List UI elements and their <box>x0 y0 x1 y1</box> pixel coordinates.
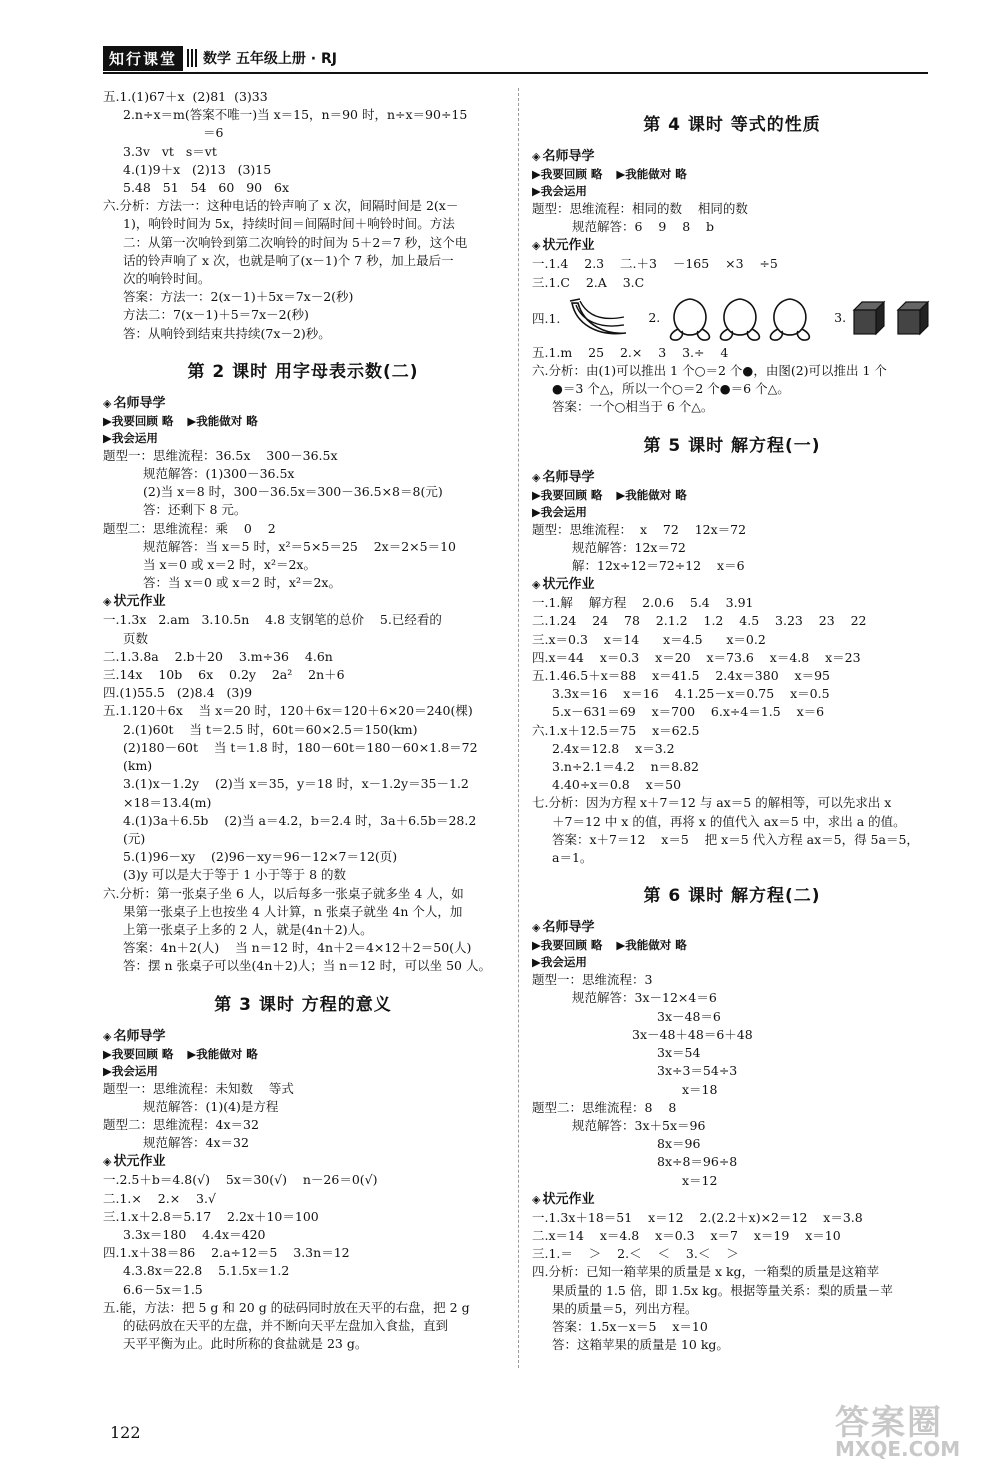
answer-line: 果的质量＝5，列出方程。 <box>552 1300 698 1316</box>
answer-line: 答案：方法一：2(x－1)＋5x＝7x－2(秒) <box>123 289 354 305</box>
figure-row <box>532 292 932 344</box>
page-number: 122 <box>110 1423 141 1442</box>
answer-line: 一.1.4 2.3 二.＋3 －165 ×3 ÷5 <box>532 256 778 272</box>
answer-line: 二：从第一次响铃到第二次响铃的时间为 5＋2＝7 秒，这个电 <box>123 234 468 250</box>
answer-line: 当 x＝0 或 x＝2 时，x²＝2x。 <box>143 557 316 573</box>
answer-line: 天平平衡为止。此时所称的食盐就是 23 g。 <box>123 1336 368 1352</box>
answer-line: 题型一：思维流程：3 <box>532 972 653 988</box>
answer-line: 五.1.120＋6x 当 x＝20 时，120＋6x＝120＋6×20＝240(棵) <box>103 703 473 719</box>
equation-step: 3x÷3＝54÷3 <box>657 1063 738 1079</box>
answer-line: 答：摆 n 张桌子可以坐(4n＋2)人；当 n＝12 时，可以坐 50 人。 <box>123 958 491 974</box>
answer-line: 题型二：思维流程：4x＝32 <box>103 1116 259 1132</box>
answer-line: 五.1.(1)67＋x (2)81 (3)33 <box>103 89 268 104</box>
review-row: ▶我要回顾 略 ▶我能做对 略 <box>103 413 258 428</box>
answer-line: 5.(1)96－xy (2)96－xy＝96－12×7＝12(页) <box>123 849 398 865</box>
answer-line: 四.1.x＋38＝86 2.a÷12＝5 3.3n＝12 <box>103 1245 350 1261</box>
answer-line: 5.48 51 54 60 90 6x <box>123 180 290 196</box>
answer-line: 规范解答：12x＝72 <box>572 539 686 555</box>
answer-line: 一.1.3x＋18＝51 x＝12 2.(2.2＋x)×2＝12 x＝3.8 <box>532 1209 863 1225</box>
guide-heading: ◈ 名师导学 <box>532 920 595 936</box>
answer-line: 页数 <box>123 630 149 646</box>
answer-line: 四.(1)55.5 (2)8.4 (3)9 <box>103 685 253 701</box>
answer-line: 三.1.C 2.A 3.C <box>532 274 645 290</box>
answer-line: ＋7＝12 中 x 的值，再将 x 的值代入 ax＝5 中，求出 a 的值。 <box>552 813 906 829</box>
answer-line: 规范解答：4x＝32 <box>143 1135 249 1151</box>
answer-line: 题型二：思维流程：8 8 <box>532 1099 677 1115</box>
right-column <box>532 88 932 1354</box>
answer-line: 二.x＝14 x＝4.8 x＝0.3 x＝7 x＝19 x＝10 <box>532 1227 841 1243</box>
homework-heading: ◈ 状元作业 <box>532 1191 595 1207</box>
watermark <box>835 1395 961 1461</box>
answer-line: 三.14x 10b 6x 0.2y 2a² 2n＋6 <box>103 667 345 683</box>
answer-line: 解：12x÷12＝72÷12 x＝6 <box>572 558 745 574</box>
answer-line: 题型二：思维流程：乘 0 2 <box>103 520 276 536</box>
answer-line: 题型：思维流程：相同的数 相同的数 <box>532 201 748 216</box>
page-header <box>103 46 337 70</box>
answer-line: 三.1.x＋2.8＝5.17 2.2x＋10＝100 <box>103 1208 319 1224</box>
answer-line: 3.n÷2.1＝4.2 n＝8.82 <box>552 759 699 775</box>
answer-line: 四.分析：已知一箱苹果的质量是 x kg，一箱梨的质量是这箱苹 <box>532 1264 880 1280</box>
answer-line: 二.1.24 24 78 2.1.2 1.2 4.5 3.23 23 22 <box>532 613 867 629</box>
lesson6-title: 第 6 课时 解方程(二) <box>643 886 821 907</box>
answer-line: 1)，响铃时间为 5x，持续时间＝间隔时间＋响铃时间。方法 <box>123 216 455 232</box>
apply-row: ▶我会运用 <box>103 430 158 445</box>
answer-line: 果质量的 1.5 倍，即 1.5x kg。根据等量关系：梨的质量－苹 <box>552 1282 893 1298</box>
answer-line: 4.3.8x＝22.8 5.1.5x＝1.2 <box>123 1263 290 1279</box>
answer-line: 规范解答：(1)(4)是方程 <box>143 1098 279 1114</box>
answer-line: 上第一张桌子上多的 2 人，就是(4n＋2)人。 <box>123 921 373 937</box>
answer-line: 2.n÷x＝m(答案不唯一)当 x＝15，n＝90 时，n÷x＝90÷15 <box>123 107 468 123</box>
peach-icon <box>666 293 816 343</box>
lesson5-title: 第 5 课时 解方程(一) <box>643 435 821 456</box>
answer-line: (km) <box>123 758 153 774</box>
answer-line: 题型一：思维流程：36.5x 300－36.5x <box>103 447 338 463</box>
fig-label: 四.1. <box>532 310 561 326</box>
watermark-logo: 答案圈 <box>835 1403 943 1443</box>
answer-line: 2.(1)60t 当 t＝2.5 时，60t＝60×2.5＝150(km) <box>123 721 418 737</box>
answer-line: 3.3x＝16 x＝16 4.1.25－x＝0.75 x＝0.5 <box>552 686 830 702</box>
answer-line: 题型：思维流程： x 72 12x＝72 <box>532 521 747 537</box>
answer-line: 答：当 x＝0 或 x＝2 时，x²＝2x。 <box>143 575 341 591</box>
equation-step: 8x÷8＝96÷8 <box>657 1154 738 1170</box>
answer-line: (2)180－60t 当 t＝1.8 时，180－60t＝180－60×1.8＝72 <box>123 739 478 755</box>
diamond-icon: ◈ <box>532 239 541 253</box>
answer-line: 答案：1.5x－x＝5 x＝10 <box>552 1318 708 1334</box>
equation-step: 8x＝96 <box>657 1136 701 1152</box>
answer-line: 一.1.3x 2.am 3.10.5n 4.8 支钢笔的总价 5.已经看的 <box>103 612 442 628</box>
apply-row: ▶我会运用 <box>532 955 587 970</box>
answer-line: 3.(1)x－1.2y (2)当 x＝35，y＝18 时，x－1.2y＝35－1.2 <box>123 776 469 792</box>
answer-line: 2.4x＝12.8 x＝3.2 <box>552 740 675 756</box>
answer-line: 规范解答：3x＋5x＝96 <box>572 1117 706 1133</box>
lesson3-title: 第 3 课时 方程的意义 <box>214 994 392 1015</box>
answer-line: 3.3v vt s＝vt <box>123 143 217 159</box>
diamond-icon: ◈ <box>103 1155 112 1169</box>
lesson1-answers <box>103 88 503 343</box>
answer-line: 四.x＝44 x＝0.3 x＝20 x＝73.6 x＝4.8 x＝23 <box>532 649 861 665</box>
answer-line: 5.x－631＝69 x＝700 6.x÷4＝1.5 x＝6 <box>552 704 825 720</box>
answer-line: 规范解答：当 x＝5 时，x²＝5×5＝25 2x＝2×5＝10 <box>143 538 456 554</box>
diamond-icon: ◈ <box>532 1192 541 1206</box>
answer-line: 题型一：思维流程：未知数 等式 <box>103 1080 294 1096</box>
equation-step: 3x－48＋48＝6＋48 <box>632 1026 753 1042</box>
equation-step: 3x＝54 <box>657 1045 701 1061</box>
diamond-icon: ◈ <box>532 578 541 592</box>
diamond-icon: ◈ <box>532 470 541 484</box>
answer-line: 答：这箱苹果的质量是 10 kg。 <box>552 1337 729 1353</box>
equation-step: x＝18 <box>682 1081 718 1097</box>
answer-line: a＝1。 <box>552 850 593 866</box>
guide-heading: ◈ 名师导学 <box>103 395 166 411</box>
homework-heading: ◈ 状元作业 <box>532 577 595 593</box>
equation-step: 3x－48＝6 <box>657 1008 721 1024</box>
diamond-icon: ◈ <box>532 150 541 163</box>
answer-line: 4.(1)9＋x (2)13 (3)15 <box>123 161 272 177</box>
answer-line: 答：从响铃到结束共持续(7x－2)秒。 <box>123 325 331 341</box>
answer-line: (元) <box>123 830 146 846</box>
apply-row: ▶我会运用 <box>532 184 587 198</box>
review-row: ▶我要回顾 略 ▶我能做对 略 <box>532 487 687 502</box>
answer-line: 六.分析：方法一：这种电话的铃声响了 x 次，间隔时间是 2(x－ <box>103 198 459 214</box>
answer-line: 3.3x＝180 4.4x＝420 <box>123 1226 266 1242</box>
homework-heading: ◈ 状元作业 <box>103 1154 166 1170</box>
answer-line: 4.(1)3a＋6.5b (2)当 a＝4.2，b＝2.4 时，3a＋6.5b＝28.2 <box>123 812 477 828</box>
equation-step: x＝12 <box>682 1172 718 1188</box>
answer-line: 三.1.＝ ＞ 2.＜ ＜ 3.＜ ＞ <box>532 1246 739 1262</box>
fig-label: 3. <box>834 310 847 326</box>
review-row: ▶我要回顾 略 ▶我能做对 略 <box>532 938 687 953</box>
answer-line: 果第一张桌子上也按坐 4 人计算，n 张桌子就坐 4n 个人，加 <box>123 903 463 919</box>
answer-line: (3)y 可以是大于等于 1 小于等于 8 的数 <box>123 867 347 883</box>
answer-line: 答案：4n＋2(人) 当 n＝12 时，4n＋2＝4×12＋2＝50(人) <box>123 940 472 956</box>
left-column <box>103 88 503 1353</box>
answer-line: ●＝3 个△，所以一个○＝2 个●＝6 个△。 <box>552 381 790 397</box>
answer-line: ＝6 <box>203 125 224 141</box>
answer-line: 二.1.3.8a 2.b＋20 3.m÷36 4.6n <box>103 648 333 664</box>
answer-line: 答案：x＋7＝12 x＝5 把 x＝5 代入方程 ax＝5，得 5a＝5， <box>552 831 919 847</box>
diamond-icon: ◈ <box>103 1029 112 1043</box>
review-row: ▶我要回顾 略 ▶我能做对 略 <box>103 1046 258 1061</box>
diamond-icon: ◈ <box>532 921 541 935</box>
answer-line: 规范解答：6 9 8 b <box>572 219 715 235</box>
lesson4-title: 第 4 课时 等式的性质 <box>643 115 821 135</box>
watermark-url: MXQE.COM <box>835 1437 961 1461</box>
answer-line: (2)当 x＝8 时，300－36.5x＝300－36.5×8＝8(元) <box>143 484 443 500</box>
answer-line: 七.分析：因为方程 x＋7＝12 与 ax＝5 的解相等，可以先求出 x <box>532 795 892 811</box>
answer-line: 次的响铃时间。 <box>123 271 211 287</box>
answer-line: 话的铃声响了 x 次，也就是响了(x－1)个 7 秒，加上最后一 <box>123 252 454 268</box>
diamond-icon: ◈ <box>103 396 112 410</box>
answer-line: 一.1.解 解方程 2.0.6 5.4 3.91 <box>532 595 754 611</box>
answer-line: 规范解答：3x－12×4＝6 <box>572 990 717 1006</box>
answer-line: 4.40÷x＝0.8 x＝50 <box>552 777 682 793</box>
answer-line: 六.分析：由(1)可以推出 1 个○＝2 个●，由图(2)可以推出 1 个 <box>532 363 887 379</box>
header-rule <box>103 72 928 74</box>
answer-line: 六.分析：第一张桌子坐 6 人，以后每多一张桌子就多坐 4 人，如 <box>103 885 464 901</box>
apply-row: ▶我会运用 <box>532 504 587 519</box>
guide-heading: ◈ 名师导学 <box>532 469 595 485</box>
answer-line: 一.2.5＋b＝4.8(√) 5x＝30(√) n－26＝0(√) <box>103 1172 378 1188</box>
guide-heading: ◈ 名师导学 <box>103 1028 166 1044</box>
answer-line: 六.1.x＋12.5＝75 x＝62.5 <box>532 722 700 738</box>
homework-heading: ◈ 状元作业 <box>103 594 166 610</box>
header-bars <box>187 49 197 67</box>
column-divider <box>518 88 519 1368</box>
diamond-icon: ◈ <box>103 595 112 609</box>
answer-line: 五.能，方法：把 5 g 和 20 g 的砝码同时放在天平的右盘，把 2 g <box>103 1299 470 1315</box>
answer-line: 规范解答：(1)300－36.5x <box>143 466 295 482</box>
brand-label: 知行课堂 <box>103 46 183 71</box>
answer-line: 方法二：7(x－1)＋5＝7x－2(秒) <box>123 307 309 323</box>
guide-heading: ◈ 名师导学 <box>532 149 595 164</box>
cube-icon <box>852 298 932 338</box>
answer-line: 五.1.m 25 2.× 3 3.÷ 4 <box>532 344 729 360</box>
apply-row: ▶我会运用 <box>103 1063 158 1078</box>
answer-line: 二.1.× 2.× 3.√ <box>103 1190 216 1206</box>
answer-line: 五.1.46.5＋x＝88 x＝41.5 2.4x＝380 x＝95 <box>532 668 830 684</box>
answer-line: 答：还剩下 8 元。 <box>143 502 247 518</box>
answer-line: 答案：一个○相当于 6 个△。 <box>552 399 714 415</box>
answer-line: ×18＝13.4(m) <box>123 794 212 810</box>
fig-label: 2. <box>648 310 661 326</box>
review-row: ▶我要回顾 略 ▶我能做对 略 <box>532 167 687 181</box>
homework-heading: ◈ 状元作业 <box>532 238 595 254</box>
answer-line: 6.6－5x＝1.5 <box>123 1281 203 1297</box>
answer-line: 三.x＝0.3 x＝14 x＝4.5 x＝0.2 <box>532 631 766 647</box>
banana-icon <box>566 293 632 343</box>
answer-line: 的砝码放在天平的左盘，并不断向天平左盘加入食盐，直到 <box>123 1317 449 1333</box>
lesson2-title: 第 2 课时 用字母表示数(二) <box>187 361 419 382</box>
header-title: 数学 五年级上册 · RJ <box>203 51 337 67</box>
